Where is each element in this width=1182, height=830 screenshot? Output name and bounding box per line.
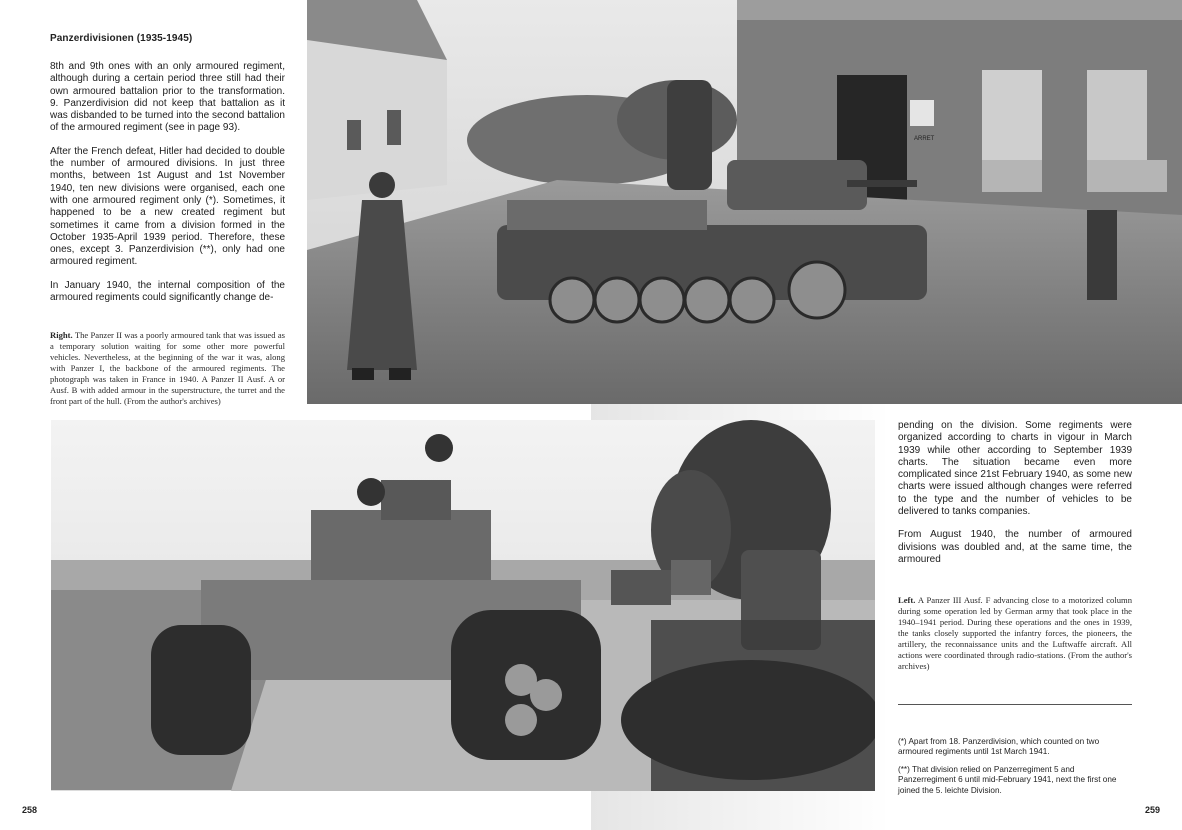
- right-paragraph-1: pending on the division. Some regiments were organized according to charts in vigour in March 1939 while other according to September 1939 charts. The situation became even more complicated since 21st February 1940, as some new charts were issued although changes were referred to the type and the number of vehicles to be delivered to tanks companies.: [898, 420, 1132, 518]
- caption-lead: Right.: [50, 330, 73, 340]
- running-head: Panzerdivisionen (1935-1945): [50, 33, 193, 44]
- photo-panzer-ii-village: [307, 0, 1182, 404]
- page-number-right: 259: [1145, 805, 1161, 815]
- right-body-text: [898, 420, 1132, 577]
- footnotes: [898, 737, 1134, 803]
- footnote-divider: [898, 704, 1132, 705]
- photo-panzer-iii-column: [51, 420, 875, 791]
- road-sign-text: ARRET: [914, 136, 935, 142]
- right-paragraph-2: From August 1940, the number of armoured divisions was doubled and, at the same time, the armoured: [898, 529, 1132, 565]
- left-paragraph-1: 8th and 9th ones with an only armoured regiment, although during a certain period three still had their own armoured battalion prior to the transformation. 9. Panzerdivision did not keep that battalion as it was disbanded to be turned into the second battalion of the armoured regiment (see in page 93).: [50, 61, 285, 134]
- footnote-1: (*) Apart from 18. Panzerdivision, which counted on two armoured regiments until 1st March 1941.: [898, 737, 1100, 757]
- caption-lead: Left.: [898, 595, 916, 605]
- left-paragraph-3: In January 1940, the internal composition of the armoured regiments could significantly change de-: [50, 279, 285, 304]
- left-body-text: [50, 61, 285, 315]
- footnote-2: (**) That division relied on Panzerregiment 5 and Panzerregiment 6 until mid-February 1941, next the first one joined the 5. leichte Division.: [898, 764, 1117, 795]
- page-number-left: 258: [22, 805, 38, 815]
- caption-text: The Panzer II was a poorly armoured tank that was issued as a temporary solution waiting for some other more powerful vehicles. Nevertheless, at the beginning of the war it was, along with Panzer I, the backbone of the armoured regiments. The photograph was taken in France in 1940. A Panzer II Ausf. A or Ausf. B with added armour in the superstructure, the turret and the front part of the hull. (From the author's archives): [50, 330, 285, 406]
- caption-text: A Panzer III Ausf. F advancing close to a motorized column during some operation led by German army that took place in the 1940–1941 period. During these operations and the ones in 1939, the tanks closely supported the infantry forces, the pioneers, the artillery, the reconnaissance units and the Luftwaffe aircraft. All actions were coordinated through radio-stations. (From the author's archives): [898, 595, 1132, 671]
- caption-right-photo: [50, 330, 285, 407]
- caption-left-photo: [898, 595, 1132, 672]
- left-paragraph-2: After the French defeat, Hitler had decided to double the number of armoured divisions. In just three months, between 1st August and 1st November 1940, ten new divisions were organised, each one with one armoured regiment only (*). Sometimes, it happened to be a new created regiment but sometimes it came from a division formed in the October 1935-April 1939 period. Therefore, these ones, except 3. Panzerdivision (**), only had one armoured regiment.: [50, 145, 285, 268]
